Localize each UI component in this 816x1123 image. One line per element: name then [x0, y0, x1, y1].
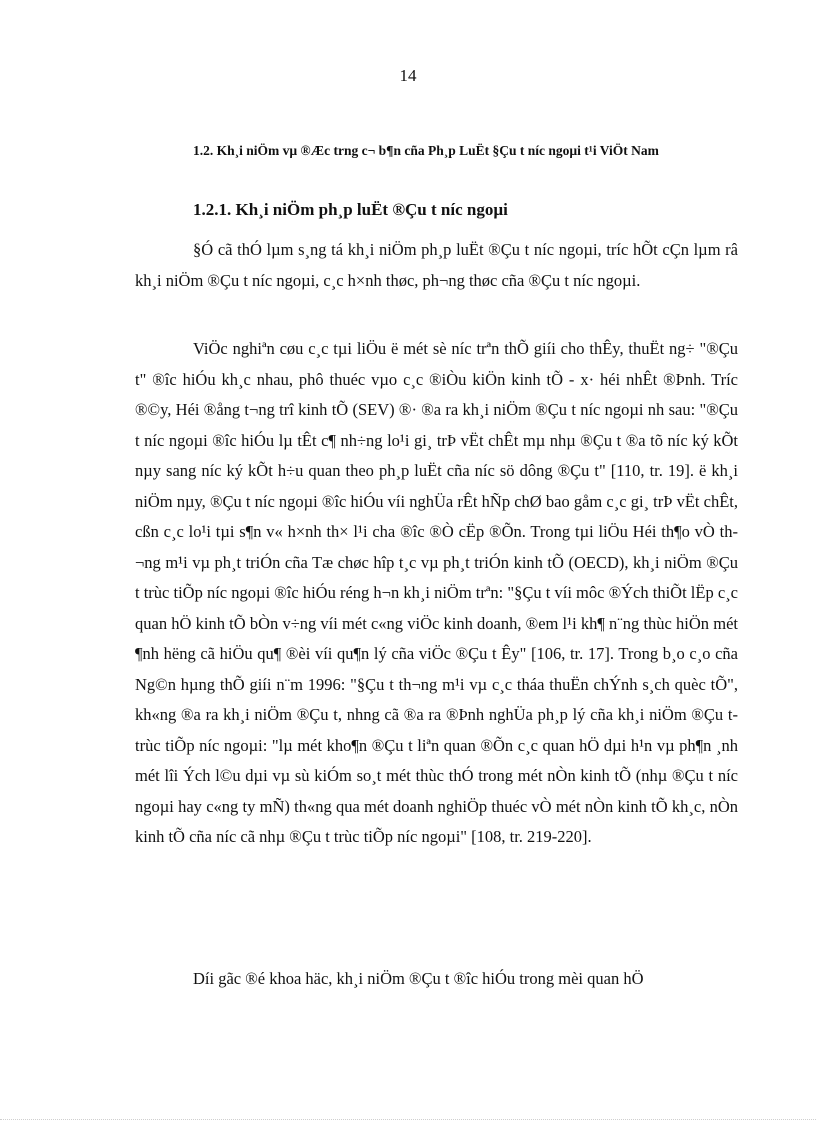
body-paragraph: Díi gãc ®é khoa häc, kh¸i niÖm ®Çu t ®îc hiÓu trong mèi quan hÖ	[193, 969, 644, 988]
page-number: 14	[399, 66, 417, 85]
page-bottom-divider	[0, 1119, 816, 1120]
subsection-heading: 1.2.1. Kh¸i niÖm ph¸p luËt ®Çu t níc ngoµi	[193, 200, 508, 219]
body-paragraph: §Ó cã thÓ lµm s¸ng tá kh¸i niÖm ph¸p luËt ®Çu t níc ngoµi, tríc hÕt cÇn lµm râ kh¸i niÖm ®Çu t níc ngoµi, c¸c h×nh thøc, ph¬ng thøc cña ®Çu t níc ngoµi.	[135, 240, 738, 290]
section-heading: 1.2. Kh¸i niÖm vµ ®Æc trng c¬ b¶n cña Ph¸p LuËt §Çu t níc ngoµi t¹i ViÖt Nam	[193, 143, 659, 158]
body-paragraph: ViÖc nghiªn cøu c¸c tµi liÖu ë mét sè níc trªn thÕ giíi cho thÊy, thuËt ng÷ "®Çu t" ®îc hiÓu kh¸c nhau, phô thuéc vµo c¸c ®iÒu kiÖn kinh tÕ - x· héi nhÊt ®Þnh. Tríc ®©y, Héi ®ång t¬ng trî kinh tÕ (SEV) ®· ®a ra kh¸i niÖm ®Çu t níc ngoµi nh sau: "®Çu t níc ngoµi ®îc hiÓu lµ tÊt c¶ nh÷ng lo¹i gi¸ trÞ vËt chÊt mµ nhµ ®Çu t ®a tõ níc ký kÕt nµy sang níc ký kÕt h÷u quan theo ph¸p luËt cña níc sö dông ®Çu t" [110, tr. 19]. ë kh¸i niÖm nµy, ®Çu t níc ngoµi ®îc hiÓu víi nghÜa rÊt hÑp chØ bao gåm c¸c gi¸ trÞ vËt chÊt, cßn c¸c lo¹i tµi s¶n v« h×nh th× l¹i cha ®îc ®Ò cËp ®Õn. Trong tµi liÖu Héi th¶o vÒ th¬ng m¹i vµ ph¸t triÓn cña Tæ chøc hîp t¸c vµ ph¸t triÓn kinh tÕ (OECD), kh¸i niÖm ®Çu t trùc tiÕp níc ngoµi ®îc hiÓu réng h¬n kh¸i niÖm trªn: "§Çu t víi môc ®Ých thiÕt lËp c¸c quan hÖ kinh tÕ bÒn v÷ng víi mét c«ng viÖc kinh doanh, ®em l¹i kh¶ n¨ng thùc hiÖn mét ¶nh hëng cã hiÖu qu¶ ®èi víi qu¶n lý cña viÖc ®Çu t Êy" [106, tr. 17]. Trong b¸o c¸o cña Ng©n hµng thÕ giíi n¨m 1996: "§Çu t th¬ng m¹i vµ c¸c tháa thuËn chÝnh s¸ch quèc tÕ", kh«ng ®a ra kh¸i niÖm ®Çu t, nhng cã ®a ra ®Þnh nghÜa ph¸p lý cña kh¸i niÖm ®Çu t trùc tiÕp níc ngoµi: "lµ mét kho¶n ®Çu t liªn quan ®Õn c¸c quan hÖ dµi h¹n vµ ph¶n ¸nh mét lîi Ých l©u dµi vµ sù kiÓm so¸t mét thùc thÓ trong mét nÒn kinh tÕ (nhµ ®Çu t níc ngoµi hay c«ng ty mÑ) th«ng qua mét doanh nghiÖp thuéc vÒ mét nÒn kinh tÕ kh¸c, nÒn kinh tÕ cña níc cã nhµ ®Çu t trùc tiÕp níc ngoµi" [108, tr. 219-220].	[135, 339, 738, 846]
